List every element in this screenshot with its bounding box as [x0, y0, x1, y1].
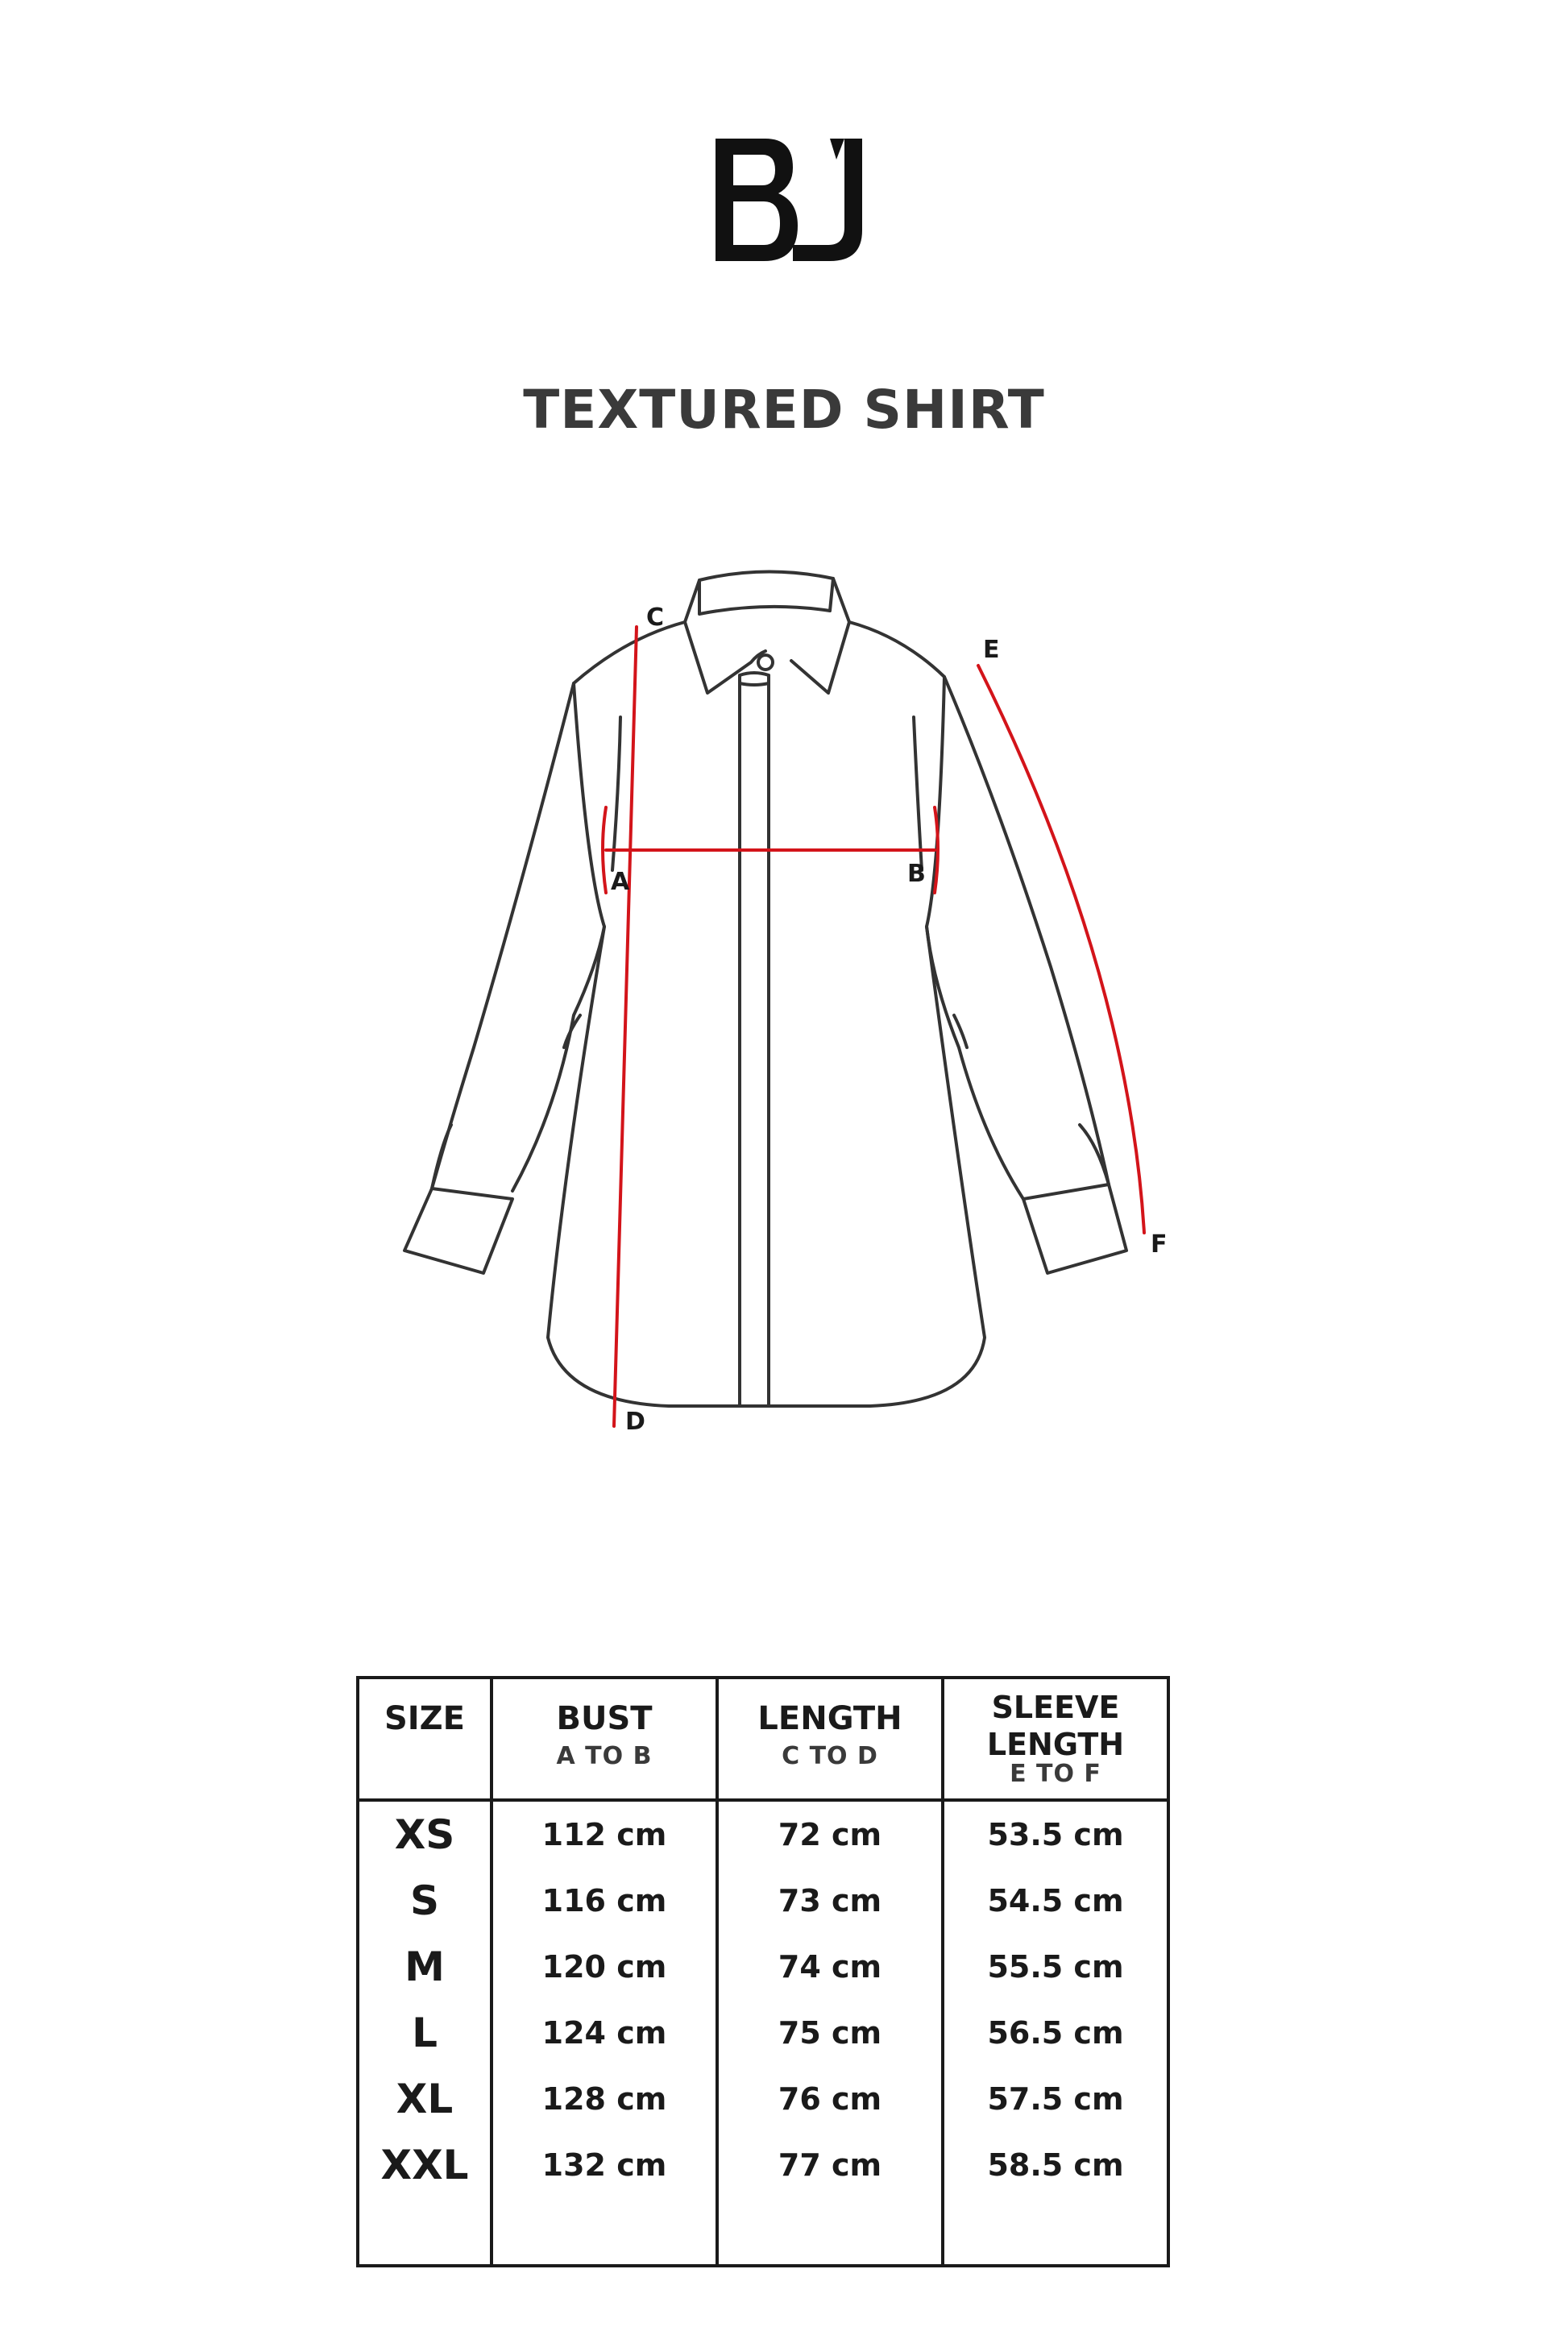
shirt-body	[548, 622, 985, 1406]
sleeve-right	[944, 677, 1109, 1184]
bust-cell: 116 cm	[492, 1868, 717, 1934]
sleeve-left-inner	[512, 927, 604, 1191]
sleeve-length-line	[978, 666, 1144, 1233]
dart-left	[612, 717, 620, 870]
length-cell: 77 cm	[717, 2132, 943, 2198]
point-d-label: D	[625, 1408, 645, 1436]
cuff-left	[404, 1188, 512, 1273]
cuff-right-pleat	[1080, 1125, 1109, 1184]
bust-cell: 120 cm	[492, 1934, 717, 2000]
sleeve-cell: 56.5 cm	[943, 2000, 1168, 2066]
size-cell: XL	[358, 2066, 492, 2132]
sleeve-left	[432, 683, 574, 1188]
size-cell: XS	[358, 1800, 492, 1868]
length-line	[614, 627, 637, 1426]
page-title: TEXTURED SHIRT	[523, 379, 1045, 441]
dart-right	[914, 717, 922, 870]
bust-cell: 112 cm	[492, 1800, 717, 1868]
header-length	[717, 1678, 943, 1800]
length-cell: 75 cm	[717, 2000, 943, 2066]
sleeve-right-inner	[927, 927, 1023, 1199]
collar-stand	[699, 571, 833, 614]
header-sleeve-sub: E TO F	[1010, 1760, 1101, 1788]
placket	[740, 673, 769, 1405]
point-a-label: A	[611, 868, 630, 896]
size-cell: L	[358, 2000, 492, 2066]
header-length-sub: C TO D	[782, 1742, 878, 1770]
table-row	[358, 2000, 1168, 2066]
table-row	[358, 2132, 1168, 2198]
header-sleeve-label: SLEEVE LENGTH	[986, 1690, 1125, 1762]
point-c-label: C	[646, 604, 665, 632]
header-sleeve-length	[943, 1678, 1168, 1800]
point-f-label: F	[1151, 1230, 1168, 1259]
size-cell: S	[358, 1868, 492, 1934]
point-b-label: B	[907, 860, 926, 888]
size-cell: XXL	[358, 2132, 492, 2198]
header-size-label: SIZE	[384, 1700, 466, 1737]
cuff-right	[1023, 1184, 1126, 1273]
length-cell: 72 cm	[717, 1800, 943, 1868]
size-chart-table	[356, 1676, 1170, 2267]
collar-right	[791, 579, 849, 693]
header-size	[358, 1678, 492, 1800]
length-cell: 76 cm	[717, 2066, 943, 2132]
length-cell: 73 cm	[717, 1868, 943, 1934]
bust-cell: 128 cm	[492, 2066, 717, 2132]
collar-button	[758, 655, 773, 670]
bust-cell: 124 cm	[492, 2000, 717, 2066]
table-row	[358, 1868, 1168, 1934]
size-cell: M	[358, 1934, 492, 2000]
sleeve-cell: 55.5 cm	[943, 1934, 1168, 2000]
header-bust-label: BUST	[556, 1700, 653, 1737]
sleeve-cell: 54.5 cm	[943, 1868, 1168, 1934]
collar-left	[685, 580, 765, 693]
table-header-row	[358, 1678, 1168, 1800]
sleeve-cell: 53.5 cm	[943, 1800, 1168, 1868]
point-e-label: E	[983, 636, 1000, 664]
length-cell: 74 cm	[717, 1934, 943, 2000]
bust-cell: 132 cm	[492, 2132, 717, 2198]
sleeve-cell: 57.5 cm	[943, 2066, 1168, 2132]
table-row	[358, 1800, 1168, 1868]
sleeve-cell: 58.5 cm	[943, 2132, 1168, 2198]
header-length-label: LENGTH	[757, 1700, 902, 1737]
header-bust	[492, 1678, 717, 1800]
table-row	[358, 1934, 1168, 2000]
header-bust-sub: A TO B	[556, 1742, 653, 1770]
table-row	[358, 2066, 1168, 2132]
table-spacer-row	[358, 2198, 1168, 2266]
